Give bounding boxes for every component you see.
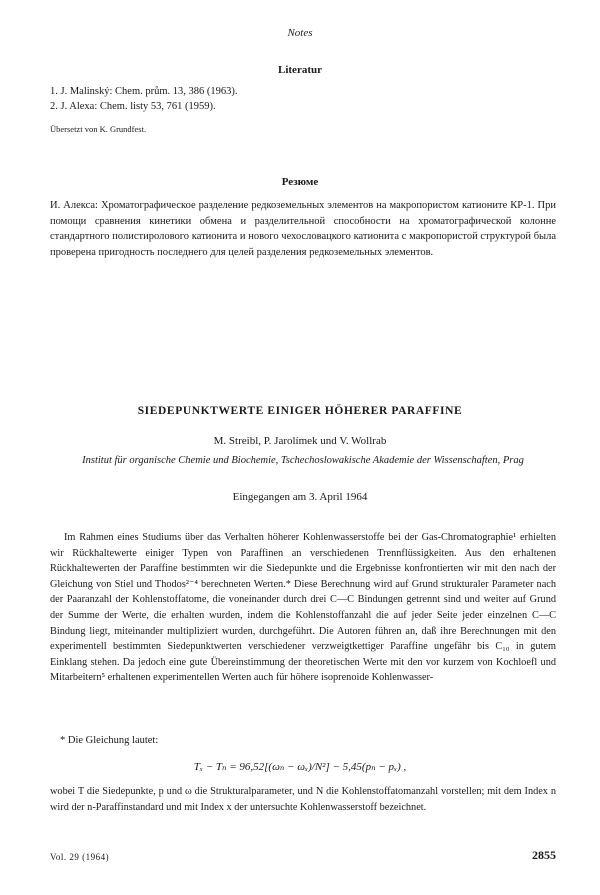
volume-info: Vol. 29 (1964)	[50, 852, 110, 862]
translator-note: Übersetzt von K. Grundfest.	[50, 124, 147, 134]
footnote-formula: Tₓ − Tₙ = 96,52[(ωₙ − ωₓ)/N²] − 5,45(pₙ − pₓ) ,	[193, 761, 407, 773]
article-affiliation: Institut für organische Chemie und Biochemie, Tschechoslowakische Akademie der Wissenschaften, Prag	[82, 455, 524, 466]
article-authors: M. Streibl, P. Jarolímek und V. Wollrab	[213, 435, 387, 447]
running-head: Notes	[287, 27, 313, 39]
page-number: 2855	[532, 848, 556, 862]
article-title: SIEDEPUNKTWERTE EINIGER HÖHERER PARAFFINE	[137, 405, 463, 417]
footnote-heading: * Die Gleichung lautet:	[60, 735, 159, 746]
resume-text: И. Алекса: Хроматографическое разделение редкоземельных элементов на макропористом катионите КР-1. При помощи сравнения кинетики обмена и разделительной способности на хроматографической колонне стандартного полистиролового катионита и нового чехословацкого катионита с макропористой структурой была проверена пригодность последнего для целей разделения редкоземельных элементов.	[50, 200, 556, 258]
footnote-text: wobei T die Siedepunkte, p und ω die Strukturalparameter, und N die Kohlenstoffatomanzahl vorstellen; mit dem Index n wird der n-Paraffinstandard und mit Index x der untersuchte Kohlenwasserstoff bezeichnet.	[50, 786, 556, 813]
reference-2: 2. J. Alexa: Chem. listy 53, 761 (1959).	[50, 101, 216, 112]
received-date: Eingegangen am 3. April 1964	[232, 491, 368, 503]
reference-1: 1. J. Malinský: Chem. prům. 13, 386 (1963).	[50, 86, 238, 97]
literatur-heading: Literatur	[278, 64, 322, 76]
article-body: Im Rahmen eines Studiums über das Verhalten höherer Kohlenwasserstoffe bei der Gas-Chromatographie¹ erhielten wir Rückhaltewerte einiger Typen von Paraffinen an verschiedenen Trennflüssigkeiten. Aus den erhaltenen Rückhaltewerten der Paraffine bestimmten wir die Siedepunkte und die Ergebnisse konfrontierten wir mit den nach der Gleichung von Stiel und Thodos²⁻⁴ berechneten Werten.* Diese Berechnung wird auf Grund strukturaler Parameter nach der Paaranzahl der Kohlenstoffatome, die voneinander durch drei C—C Bindungen getrennt sind und weiter auf Grund der Summe der Werte, die erhalten wurden, indem die Kohlenstoffanzahl die auf jeder Seite jeder einzelnen C—C Bindung liegt, miteinander multipliziert wurden, durchgeführt. Die Autoren führen an, daß ihre Berechnungen mit den experimentell bestimmten Siedepunktwerten verschiedener verzweigtkettiger Paraffine ungefähr bis C₁₀ in gutem Einklang stehen. Da jedoch eine gute Übereinstimmung der theoretischen Werte mit den vor kurzem von Kochloefl und Mitarbeitern⁵ erhaltenen experimentellen Werten auch für höhere isoprenoide Kohlenwasser-	[50, 532, 556, 684]
resume-heading: Резюме	[281, 176, 319, 188]
